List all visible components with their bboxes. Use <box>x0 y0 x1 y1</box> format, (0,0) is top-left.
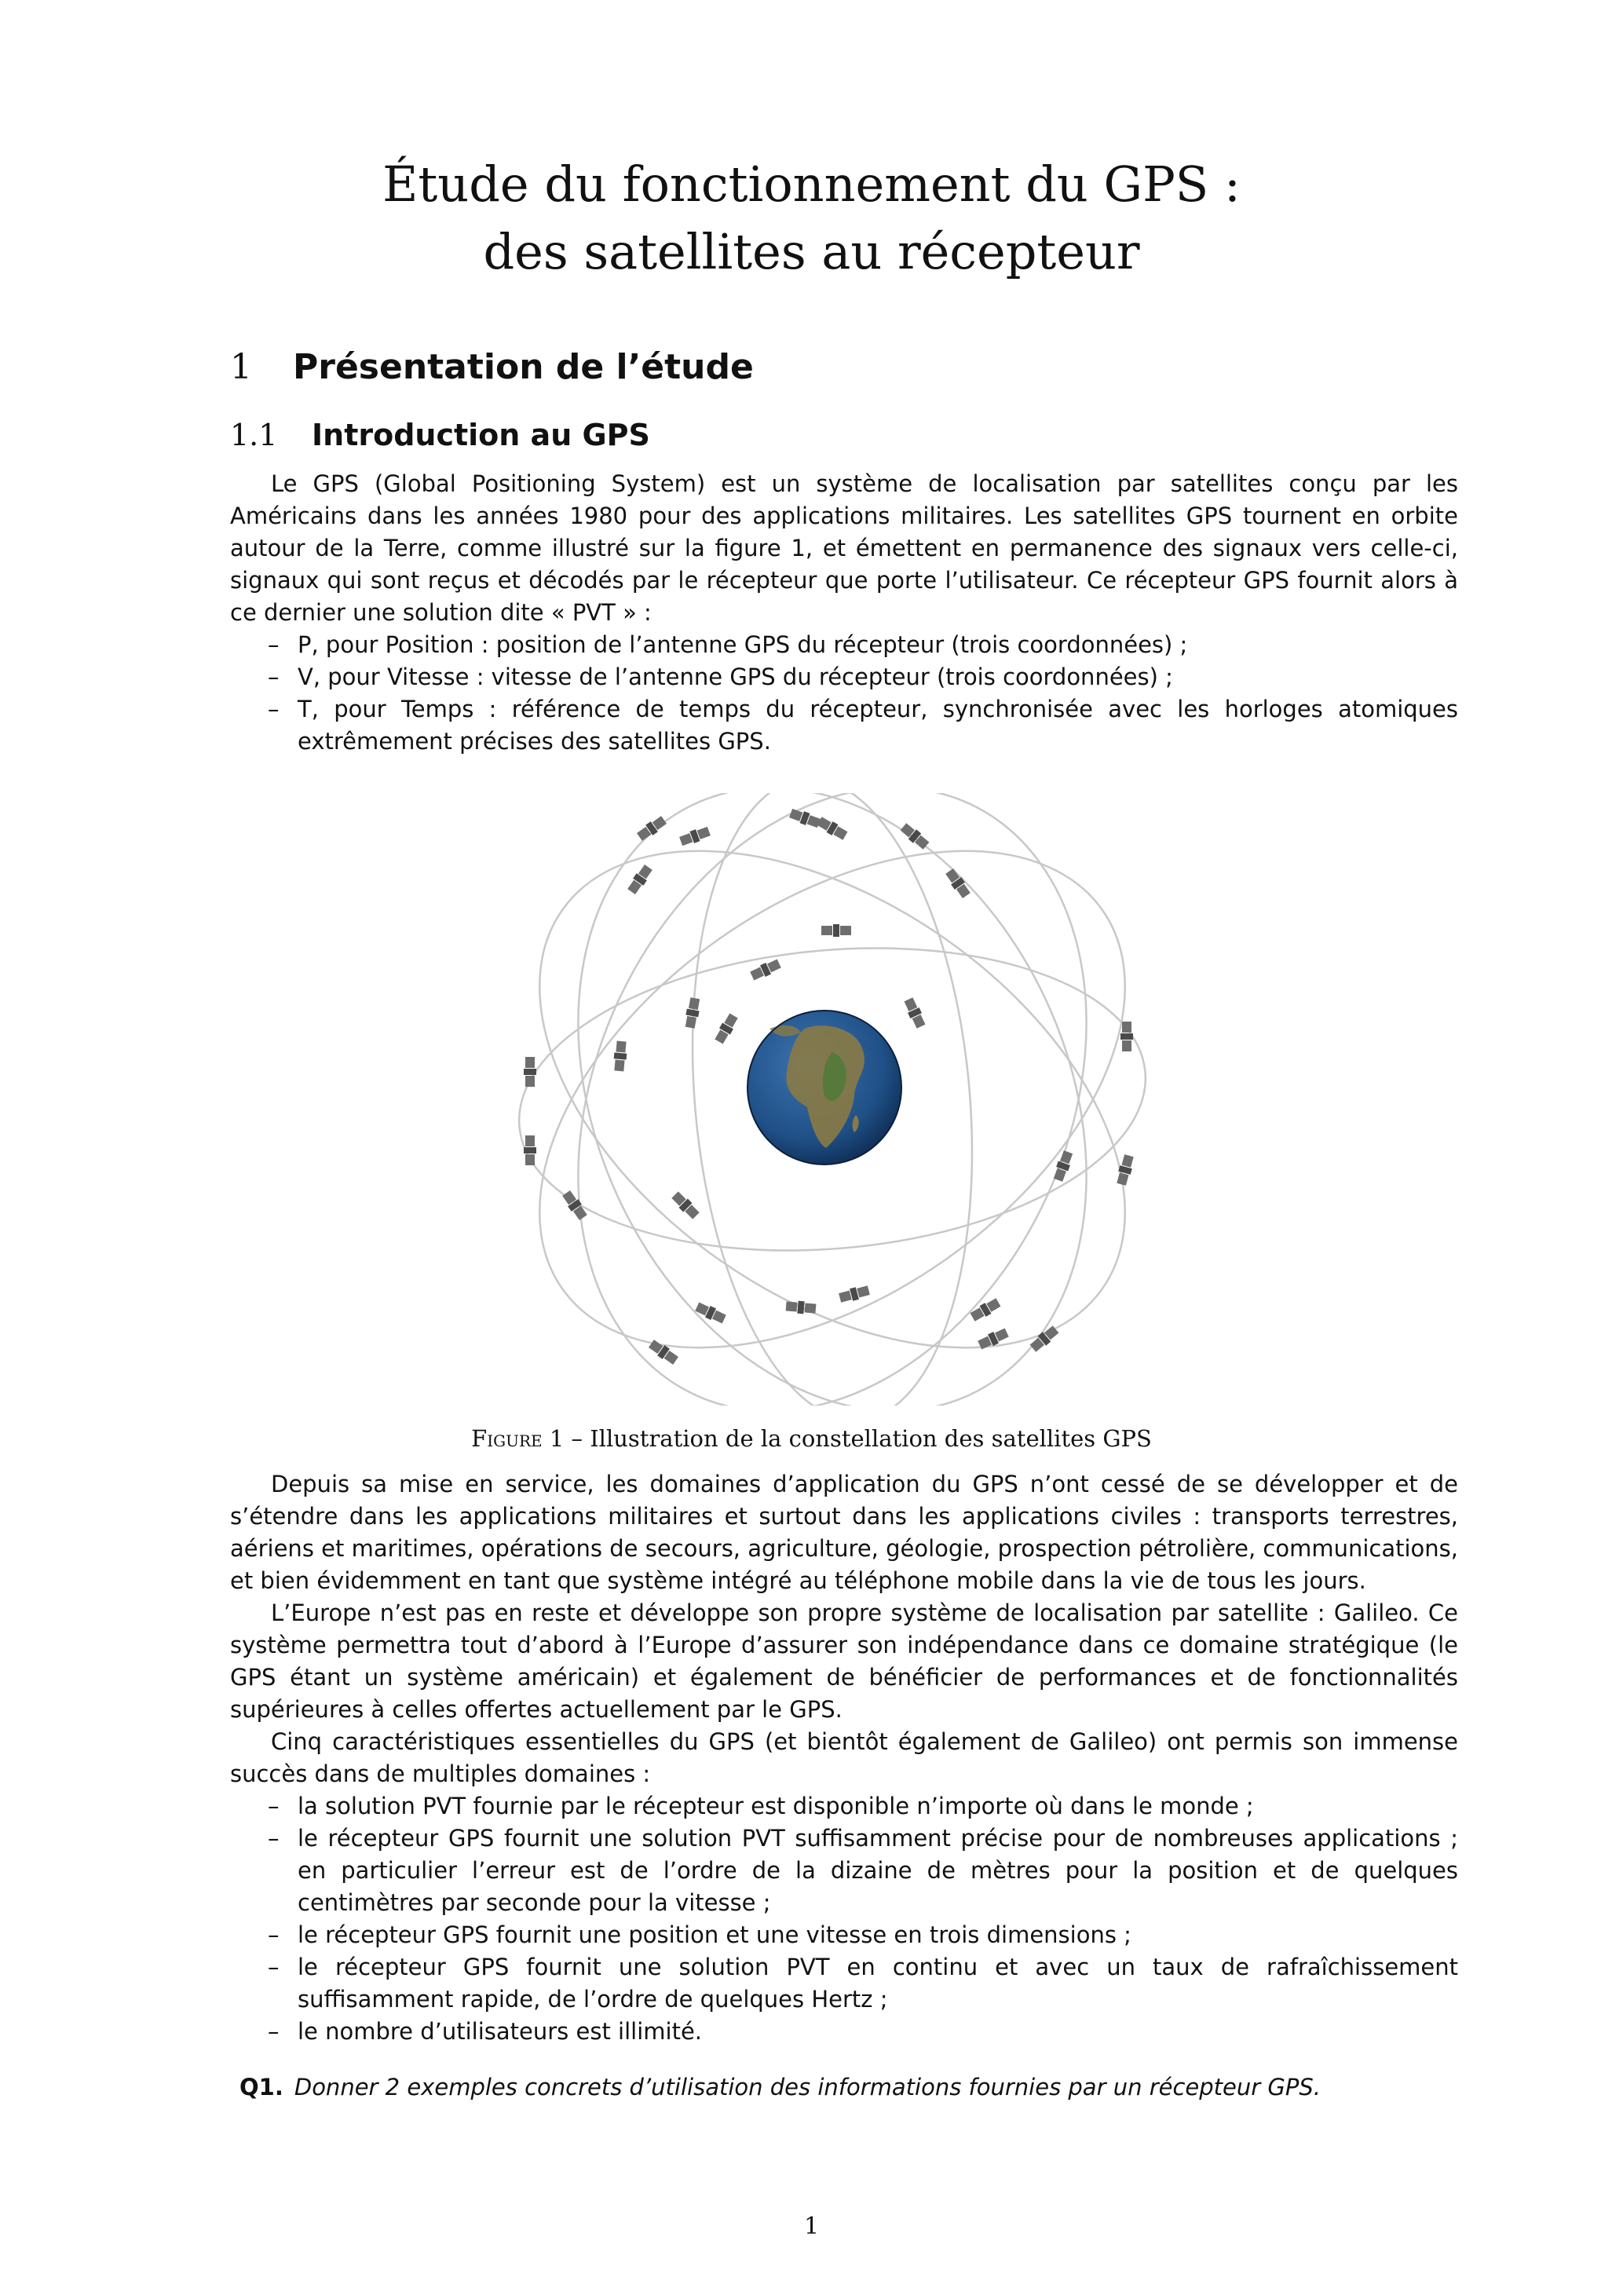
section-heading <box>230 345 754 389</box>
list-item: – T, pour Temps : référence de temps du récepteur, synchronisée avec les horloges atomiques extrêmement précises des satellites GPS. <box>230 693 1458 758</box>
list-item: – le récepteur GPS fournit une solution PVT en continu et avec un taux de rafraîchissement suffisamment rapide, de l’ordre de quelques Hertz ; <box>230 1951 1458 2016</box>
list-item: – P, pour Position : position de l’antenne GPS du récepteur (trois coordonnées) ; <box>230 629 1458 661</box>
satellite-icon <box>899 822 930 851</box>
section-number: 1 <box>230 347 252 387</box>
satellite-icon <box>788 807 821 829</box>
satellite-icon <box>970 1297 1002 1323</box>
figure-label: Figure 1 <box>471 1425 565 1452</box>
satellite-icon <box>636 815 667 843</box>
satellite-icon <box>671 1190 700 1220</box>
satellite-icon <box>714 1013 740 1045</box>
satellite-icon <box>1052 1150 1074 1182</box>
list-item: – le nombre d’utilisateurs est illimité. <box>230 2016 1458 2048</box>
satellite-icon <box>612 1040 627 1071</box>
satellite-icon <box>903 996 927 1029</box>
figure-caption <box>0 1423 1623 1454</box>
satellite-icon <box>684 997 701 1029</box>
earth <box>748 1011 901 1164</box>
satellite-icon <box>817 816 849 842</box>
intro-paragraph: Le GPS (Global Positioning System) est un système de localisation par satellites conçu par les Américains dans les années 1980 pour des applications militaires. Les satellites GPS tournent en orbite autour de la Terre, comme illustré sur la figure 1, et émettent en permanence des signaux vers celle-ci, signaux qui sont reçus et décodés par le récepteur que porte l’utilisateur. Ce récepteur GPS fournit alors à ce dernier une solution dite « PVT » : <box>230 470 1458 626</box>
subsection-label: Introduction au GPS <box>312 418 650 452</box>
satellite-icon <box>1120 1022 1133 1051</box>
satellite-icon <box>627 864 654 895</box>
satellite-icon <box>821 924 851 937</box>
caption-text: Illustration de la constellation des satellites GPS <box>590 1425 1152 1452</box>
page-number: 1 <box>803 2213 820 2240</box>
intro-block <box>230 468 1458 758</box>
caption-separator: – <box>564 1425 590 1452</box>
list-item: – le récepteur GPS fournit une solution PVT suffisamment précise pour de nombreuses applications ; en particulier l’erreur est de l’ordre de la dizaine de mètres pour la position et de quelques centimètres par seconde pour la vitesse ; <box>230 1823 1458 1919</box>
subsection-heading <box>230 416 650 454</box>
satellite-icon <box>678 825 711 847</box>
satellite-icon <box>524 1135 536 1165</box>
characteristics-list <box>230 1790 1458 2048</box>
body-paragraph: Depuis sa mise en service, les domaines d’application du GPS n’ont cessé de se développer et de s’étendre dans les applications militaires et surtout dans les applications civiles : transports terrestres, aériens et maritimes, opérations de secours, agriculture, géologie, prospection pétrolière, communications, et bien évidemment en tant que système intégré au téléphone mobile dans la vie de tous les jours. <box>230 1471 1458 1594</box>
list-item: – le récepteur GPS fournit une position et une vitesse en trois dimensions ; <box>230 1919 1458 1951</box>
pvt-list <box>230 629 1458 758</box>
list-item: – V, pour Vitesse : vitesse de l’antenne GPS du récepteur (trois coordonnées) ; <box>230 661 1458 693</box>
satellite-icon <box>977 1327 1009 1351</box>
title-line-1: Étude du fonctionnement du GPS : <box>382 155 1241 213</box>
question-q1 <box>239 2071 1464 2103</box>
satellite-icon <box>749 958 781 982</box>
satellite-icon <box>648 1339 679 1366</box>
body-paragraph: Cinq caractéristiques essentielles du GPS (et bientôt également de Galileo) ont permis son immense succès dans de multiples domaines : <box>230 1728 1458 1787</box>
body-paragraph: L’Europe n’est pas en reste et développe son propre système de localisation par satellite : Galileo. Ce système permettra tout d’abord à l’Europe d’assurer son indépendance dans ce domaine stratégique (le GPS étant un système américain) et également de bénéficier de performances et de fonctionnalités supérieures à celles offertes actuellement par le GPS. <box>230 1600 1458 1723</box>
main-text-block <box>230 1468 1458 2048</box>
satellite-icon <box>561 1190 589 1221</box>
section-label: Présentation de l’étude <box>293 347 754 387</box>
subsection-number: 1.1 <box>230 418 278 452</box>
document-title <box>0 151 1623 286</box>
list-item: – la solution PVT fournie par le récepteur est disponible n’importe où dans le monde ; <box>230 1790 1458 1823</box>
satellite-icon <box>524 1057 536 1087</box>
title-line-2: des satellites au récepteur <box>483 223 1140 280</box>
question-text: Donner 2 exemples concrets d’utilisation des informations fournies par un récepteur GPS. <box>294 2074 1321 2100</box>
question-number: Q1. <box>239 2074 283 2100</box>
satellite-icon <box>694 1301 726 1325</box>
satellite-icon <box>839 1284 871 1303</box>
satellite-icon <box>785 1300 816 1314</box>
gps-constellation-figure <box>487 793 1178 1406</box>
